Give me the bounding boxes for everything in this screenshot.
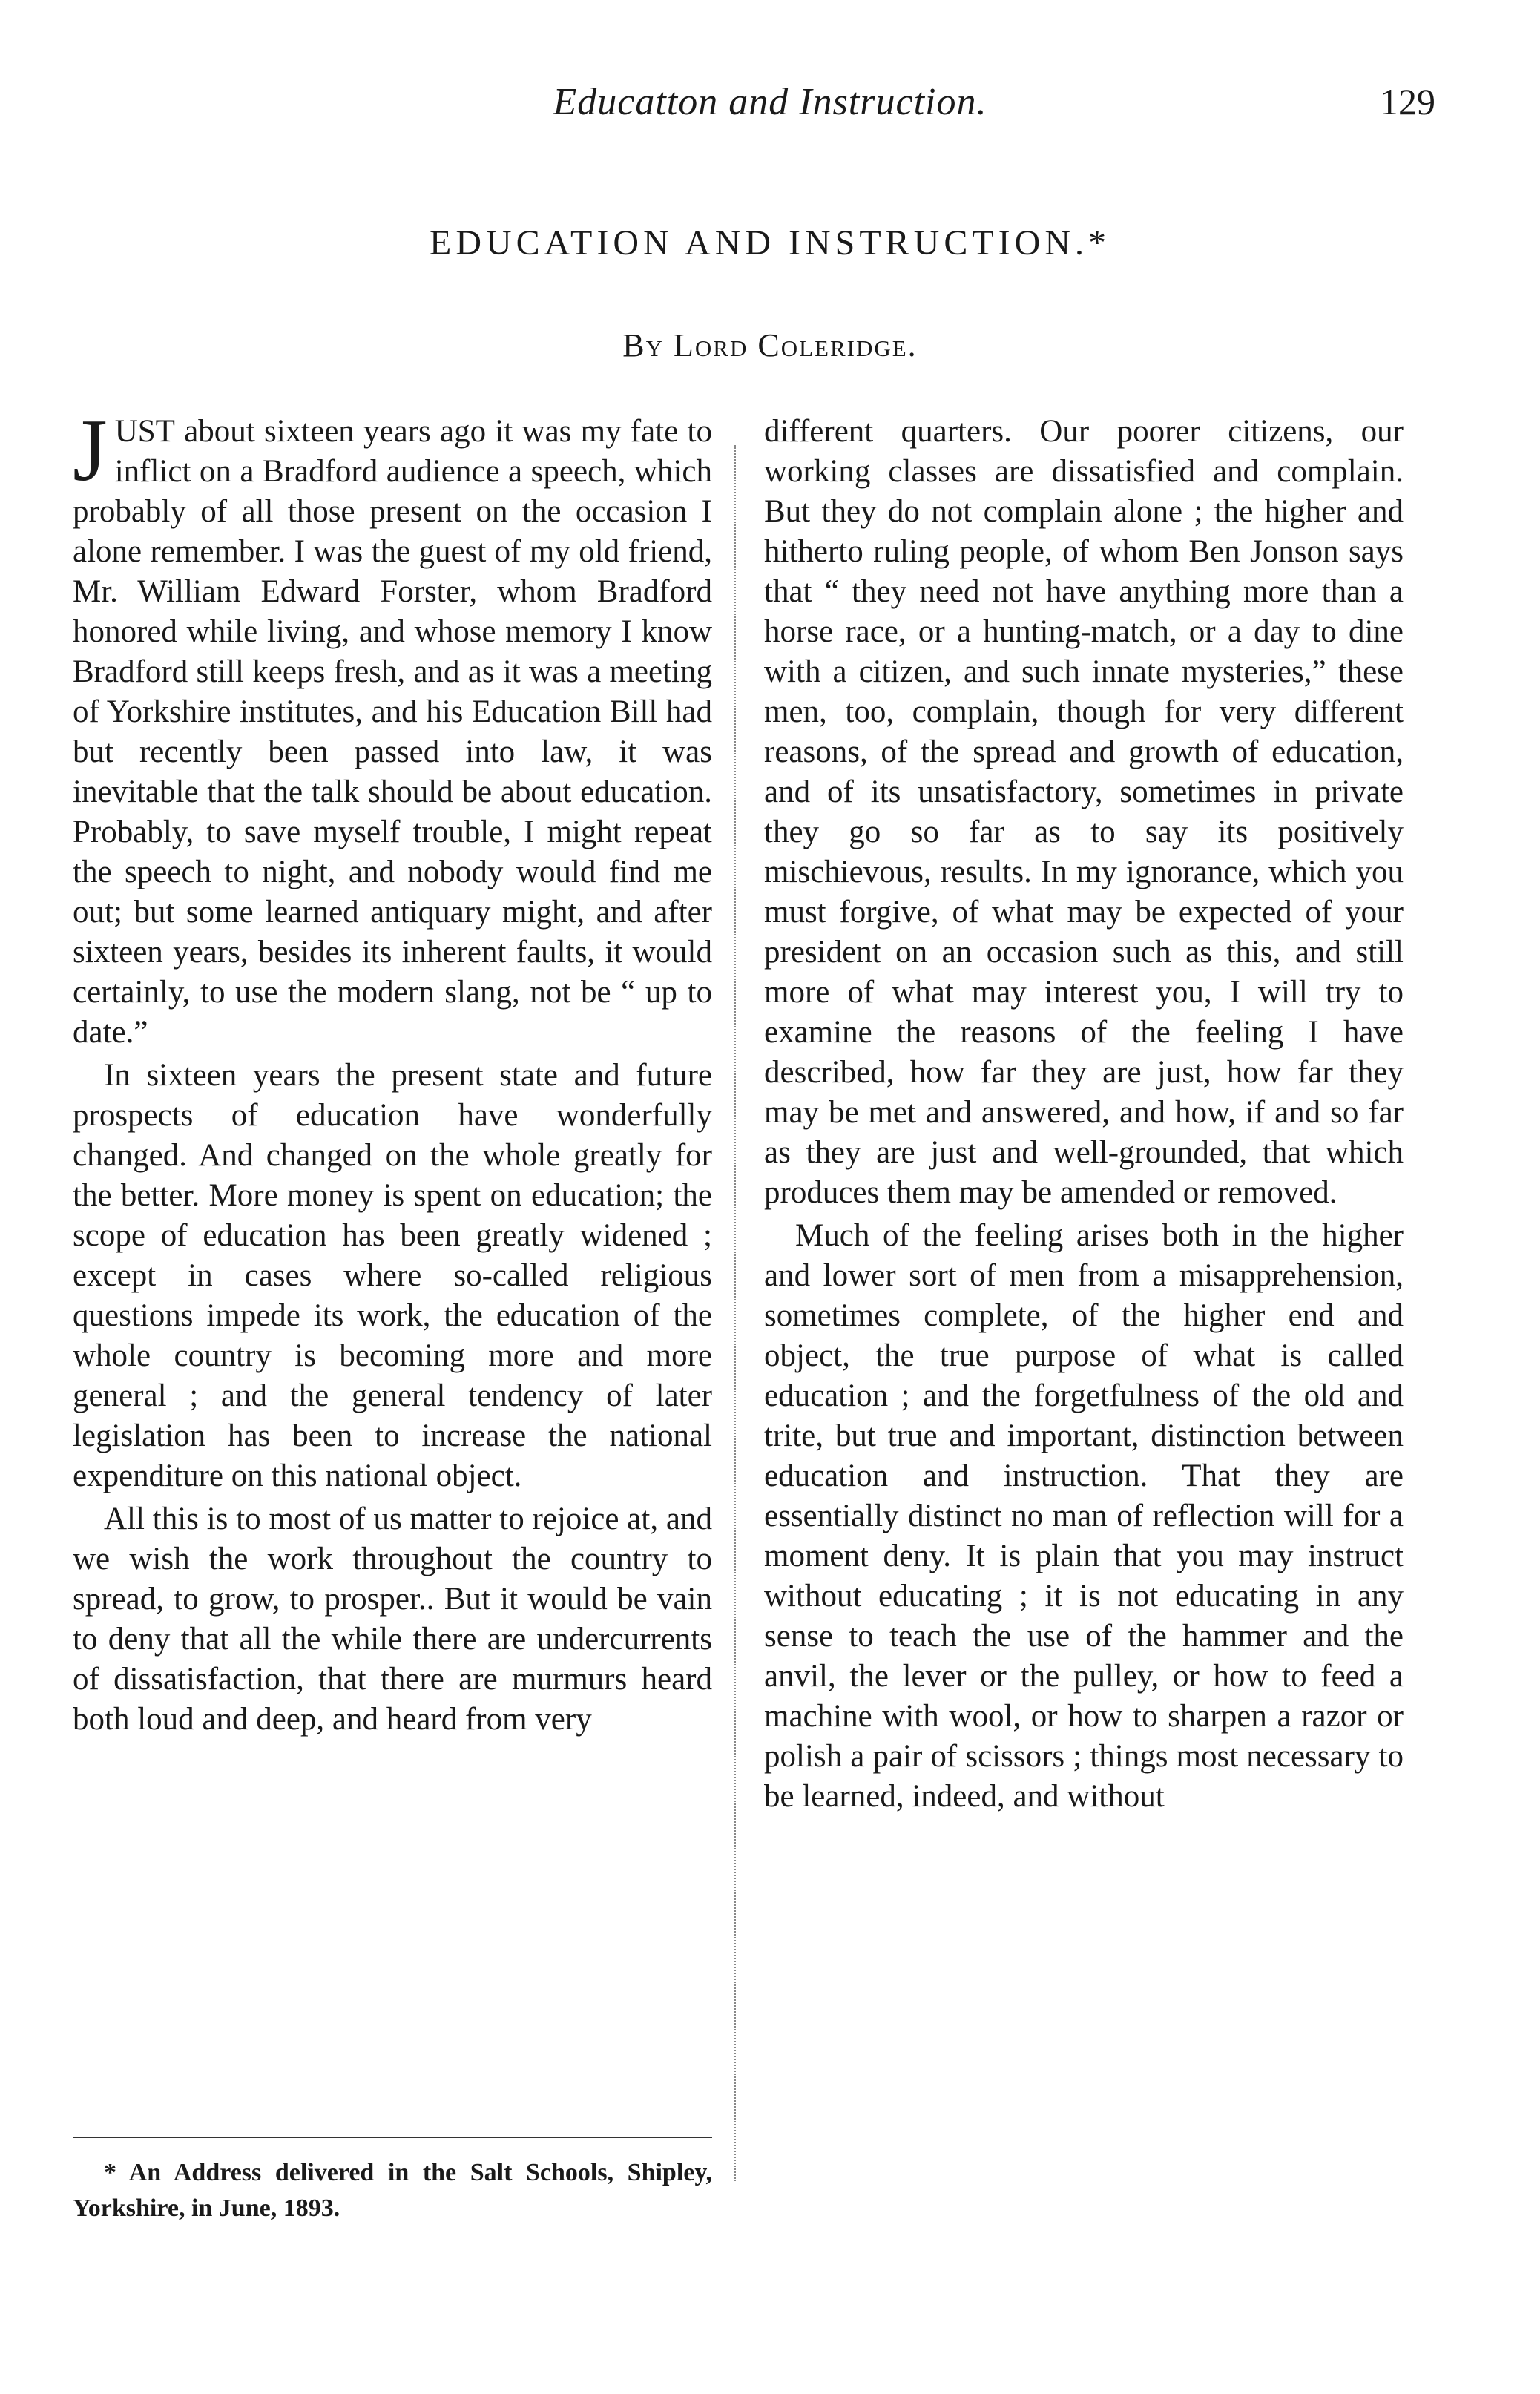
paragraph — [73, 401, 712, 1053]
left-column — [73, 401, 712, 1740]
paragraph: Much of the feeling arises both in the higher and lower sort of men from a misapprehension, sometimes complete, of the higher end and object, the true purpose of what is called education ; and the forgetfulness of the old and trite, but true and important, distinction between education and instruction. That they are essentially distinct no man of reflection will for a moment deny. It is plain that you may instruct without educating ; it is not educating in any sense to teach the use of the hammer and the anvil, the lever or the pulley, or how to feed a machine with wool, or how to sharpen a razor or polish a pair of scissors ; things most necessary to be learned, indeed, and without — [764, 1218, 1404, 1814]
paragraph: In sixteen years the present state and future prospects of education have wonderfully changed. And changed on the whole greatly for the better. More money is spent on education; the scope of education has been greatly widened ; except in cases where so-called religious questions impede its work, the education of the whole country is becoming more and more general ; and the general tendency of later legislation has been to increase the national expenditure on this national object. — [73, 1058, 712, 1493]
running-head — [0, 80, 1540, 132]
right-column — [764, 412, 1404, 1817]
footnote-rule — [73, 2137, 712, 2138]
paragraph: different quarters. Our poorer citizens, our working classes are dissatisfied and complain. But they do not complain alone ; the higher and hitherto ruling people, of whom Ben Jonson says that “ they need not have anything more than a horse race, or a hunting-match, or a day to dine with a citizen, and such innate mysteries,” these men, too, complain, though for very different reasons, of the spread and growth of education, and of its unsatisfactory, sometimes in private they go so far as to say its positively mischievous, results. In my ignorance, which you must forgive, of what may be expected of your president on an occasion such as this, and still more of what may interest you, I will try to examine the reasons of the feeling I have described, how far they are just, how far they may be met and answered, and how, if and so far as they are just and well-grounded, that which produces them may be amended or removed. — [764, 414, 1404, 1210]
byline: By Lord Coleridge. — [622, 327, 918, 364]
paragraph: All this is to most of us matter to rejoice at, and we wish the work throughout the country to spread, to grow, to prosper.. But it would be vain to deny that all the while there are undercurrents of dissatisfaction, that there are murmurs heard both loud and deep, and heard from very — [73, 1502, 712, 1737]
article-title: EDUCATION AND INSTRUCTION.* — [430, 223, 1110, 263]
drop-cap: J — [73, 401, 108, 499]
page-number: 129 — [1380, 81, 1435, 122]
footnote: * An Address delivered in the Salt Schools, Shipley, Yorkshire, in June, 1893. — [73, 2159, 712, 2222]
first-word: UST — [114, 414, 175, 449]
running-title: Educatton and Instruction. — [553, 81, 987, 123]
column-divider — [734, 445, 736, 2181]
paragraph-text: about sixteen years ago it was my fate to inflict on a Bradford audience a speech, which probably of all those present on the occasion I alone remember. I was the guest of my old friend, Mr. William Edward Forster, whom Bradford honored while living, and whose memory I know Bradford still keeps fresh, and as it was a meeting of Yorkshire institutes, and his Education Bill had but recently been passed into law, it was inevitable that the talk should be about education. Probably, to save myself trouble, I might repeat the speech to night, and nobody would find me out; but some learned antiquary might, and after sixteen years, besides its inherent faults, it would certainly, to use the modern slang, not be “ up to date.” — [73, 414, 712, 1050]
